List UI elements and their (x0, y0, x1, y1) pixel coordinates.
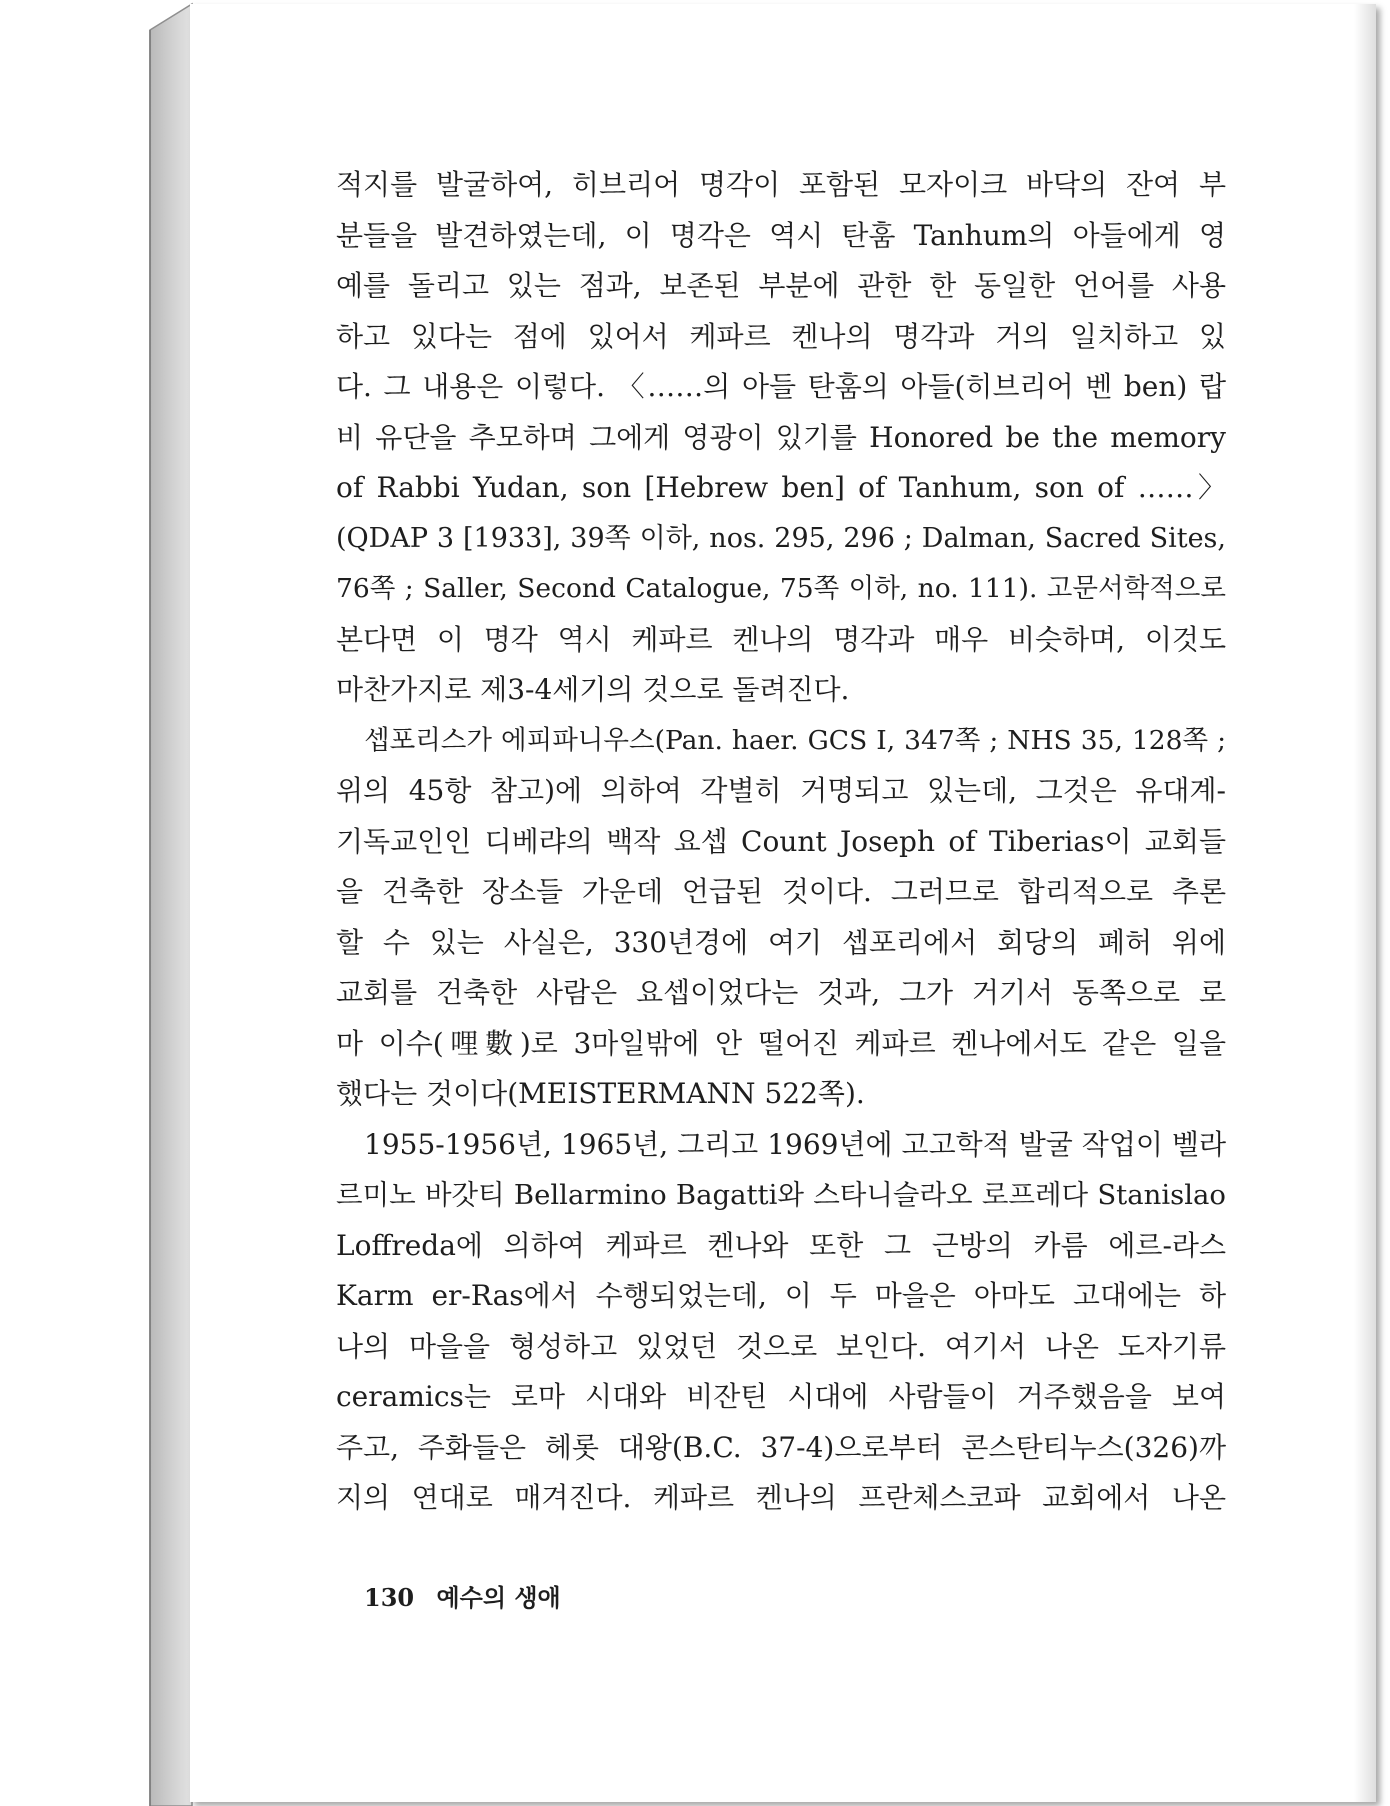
text-line: 나의 마을을 형성하고 있었던 것으로 보인다. 여기서 나온 도자기류 (336, 1329, 1226, 1363)
text-line: 마 이수(哩數)로 3마일밖에 안 떨어진 케파르 켄나에서도 같은 일을 (336, 1026, 1226, 1060)
page-number: 130 (364, 1583, 415, 1612)
text-line: 기독교인인 디베랴의 백작 요셉 Count Joseph of Tiberias이 교회들 (336, 824, 1226, 858)
text-line: Karm er-Ras에서 수행되었는데, 이 두 마을은 아마도 고대에는 하 (336, 1279, 1226, 1312)
text-line: 비 유단을 추모하며 그에게 영광이 있기를 Honored be the memory (336, 420, 1226, 454)
text-line: 76쪽 ; Saller, Second Catalogue, 75쪽 이하, no. 111). 고문서학적으로 (336, 573, 1226, 604)
text-line: Loffreda에 의하여 케파르 켄나와 또한 그 근방의 카름 에르-라스 (336, 1228, 1226, 1262)
text-line: 다. 그 내용은 이렇다. 〈……의 아들 탄훔의 아들(히브리어 벤 ben) 랍 (336, 370, 1226, 403)
body-text (336, 160, 1226, 1524)
text-line: 하고 있다는 점에 있어서 케파르 켄나의 명각과 거의 일치하고 있 (336, 319, 1226, 353)
text-line: of Rabbi Yudan, son [Hebrew ben] of Tanhum, son of ……〉 (336, 471, 1226, 504)
text-line: 르미노 바갓티 Bellarmino Bagatti와 스타니슬라오 로프레다 Stanislao (336, 1179, 1226, 1211)
text-line: 했다는 것이다(MEISTERMANN 522쪽). (336, 1077, 865, 1110)
text-line: 분들을 발견하였는데, 이 명각은 역시 탄훔 Tanhum의 아들에게 영 (336, 218, 1226, 252)
paragraph-1 (336, 160, 1226, 716)
text-line: 1955-1956년, 1965년, 그리고 1969년에 고고학적 발굴 작업이 벨라 (364, 1127, 1226, 1161)
text-line: 셉포리스가 에피파니우스(Pan. haer. GCS I, 347쪽 ; NHS 35, 128쪽 ; (364, 724, 1226, 756)
text-line: 마찬가지로 제3-4세기의 것으로 돌려진다. (336, 673, 850, 706)
text-line: 지의 연대로 매겨진다. 케파르 켄나의 프란체스코파 교회에서 나온 (336, 1481, 1226, 1514)
text-line: 할 수 있는 사실은, 330년경에 여기 셉포리에서 회당의 폐허 위에 (336, 925, 1226, 959)
text-line: 적지를 발굴하여, 히브리어 명각이 포함된 모자이크 바닥의 잔여 부 (336, 168, 1226, 201)
text-line: 을 건축한 장소들 가운데 언급된 것이다. 그러므로 합리적으로 추론 (336, 875, 1226, 908)
text-line: 위의 45항 참고)에 의하여 각별히 거명되고 있는데, 그것은 유대계- (336, 774, 1226, 807)
text-line: 주고, 주화들은 헤롯 대왕(B.C. 37-4)으로부터 콘스탄티누스(326)까 (336, 1430, 1226, 1464)
running-title: 예수의 생애 (436, 1583, 561, 1612)
paragraph-3 (336, 1120, 1226, 1524)
text-line: 예를 돌리고 있는 점과, 보존된 부분에 관한 한 동일한 언어를 사용 (336, 269, 1226, 302)
text-line: (QDAP 3 [1933], 39쪽 이하, nos. 295, 296 ; Dalman, Sacred Sites, (336, 522, 1226, 554)
text-line: 교회를 건축한 사람은 요셉이었다는 것과, 그가 거기서 동쪽으로 로 (336, 976, 1226, 1009)
page-footer (364, 1578, 561, 1613)
page-edge-shade (1354, 4, 1376, 1802)
paragraph-2 (336, 716, 1226, 1120)
book-page (190, 4, 1376, 1802)
text-line: 본다면 이 명각 역시 케파르 켄나의 명각과 매우 비슷하며, 이것도 (336, 622, 1226, 656)
book-spine (0, 0, 200, 1806)
text-line: ceramics는 로마 시대와 비잔틴 시대에 사람들이 거주했음을 보여 (336, 1380, 1226, 1413)
